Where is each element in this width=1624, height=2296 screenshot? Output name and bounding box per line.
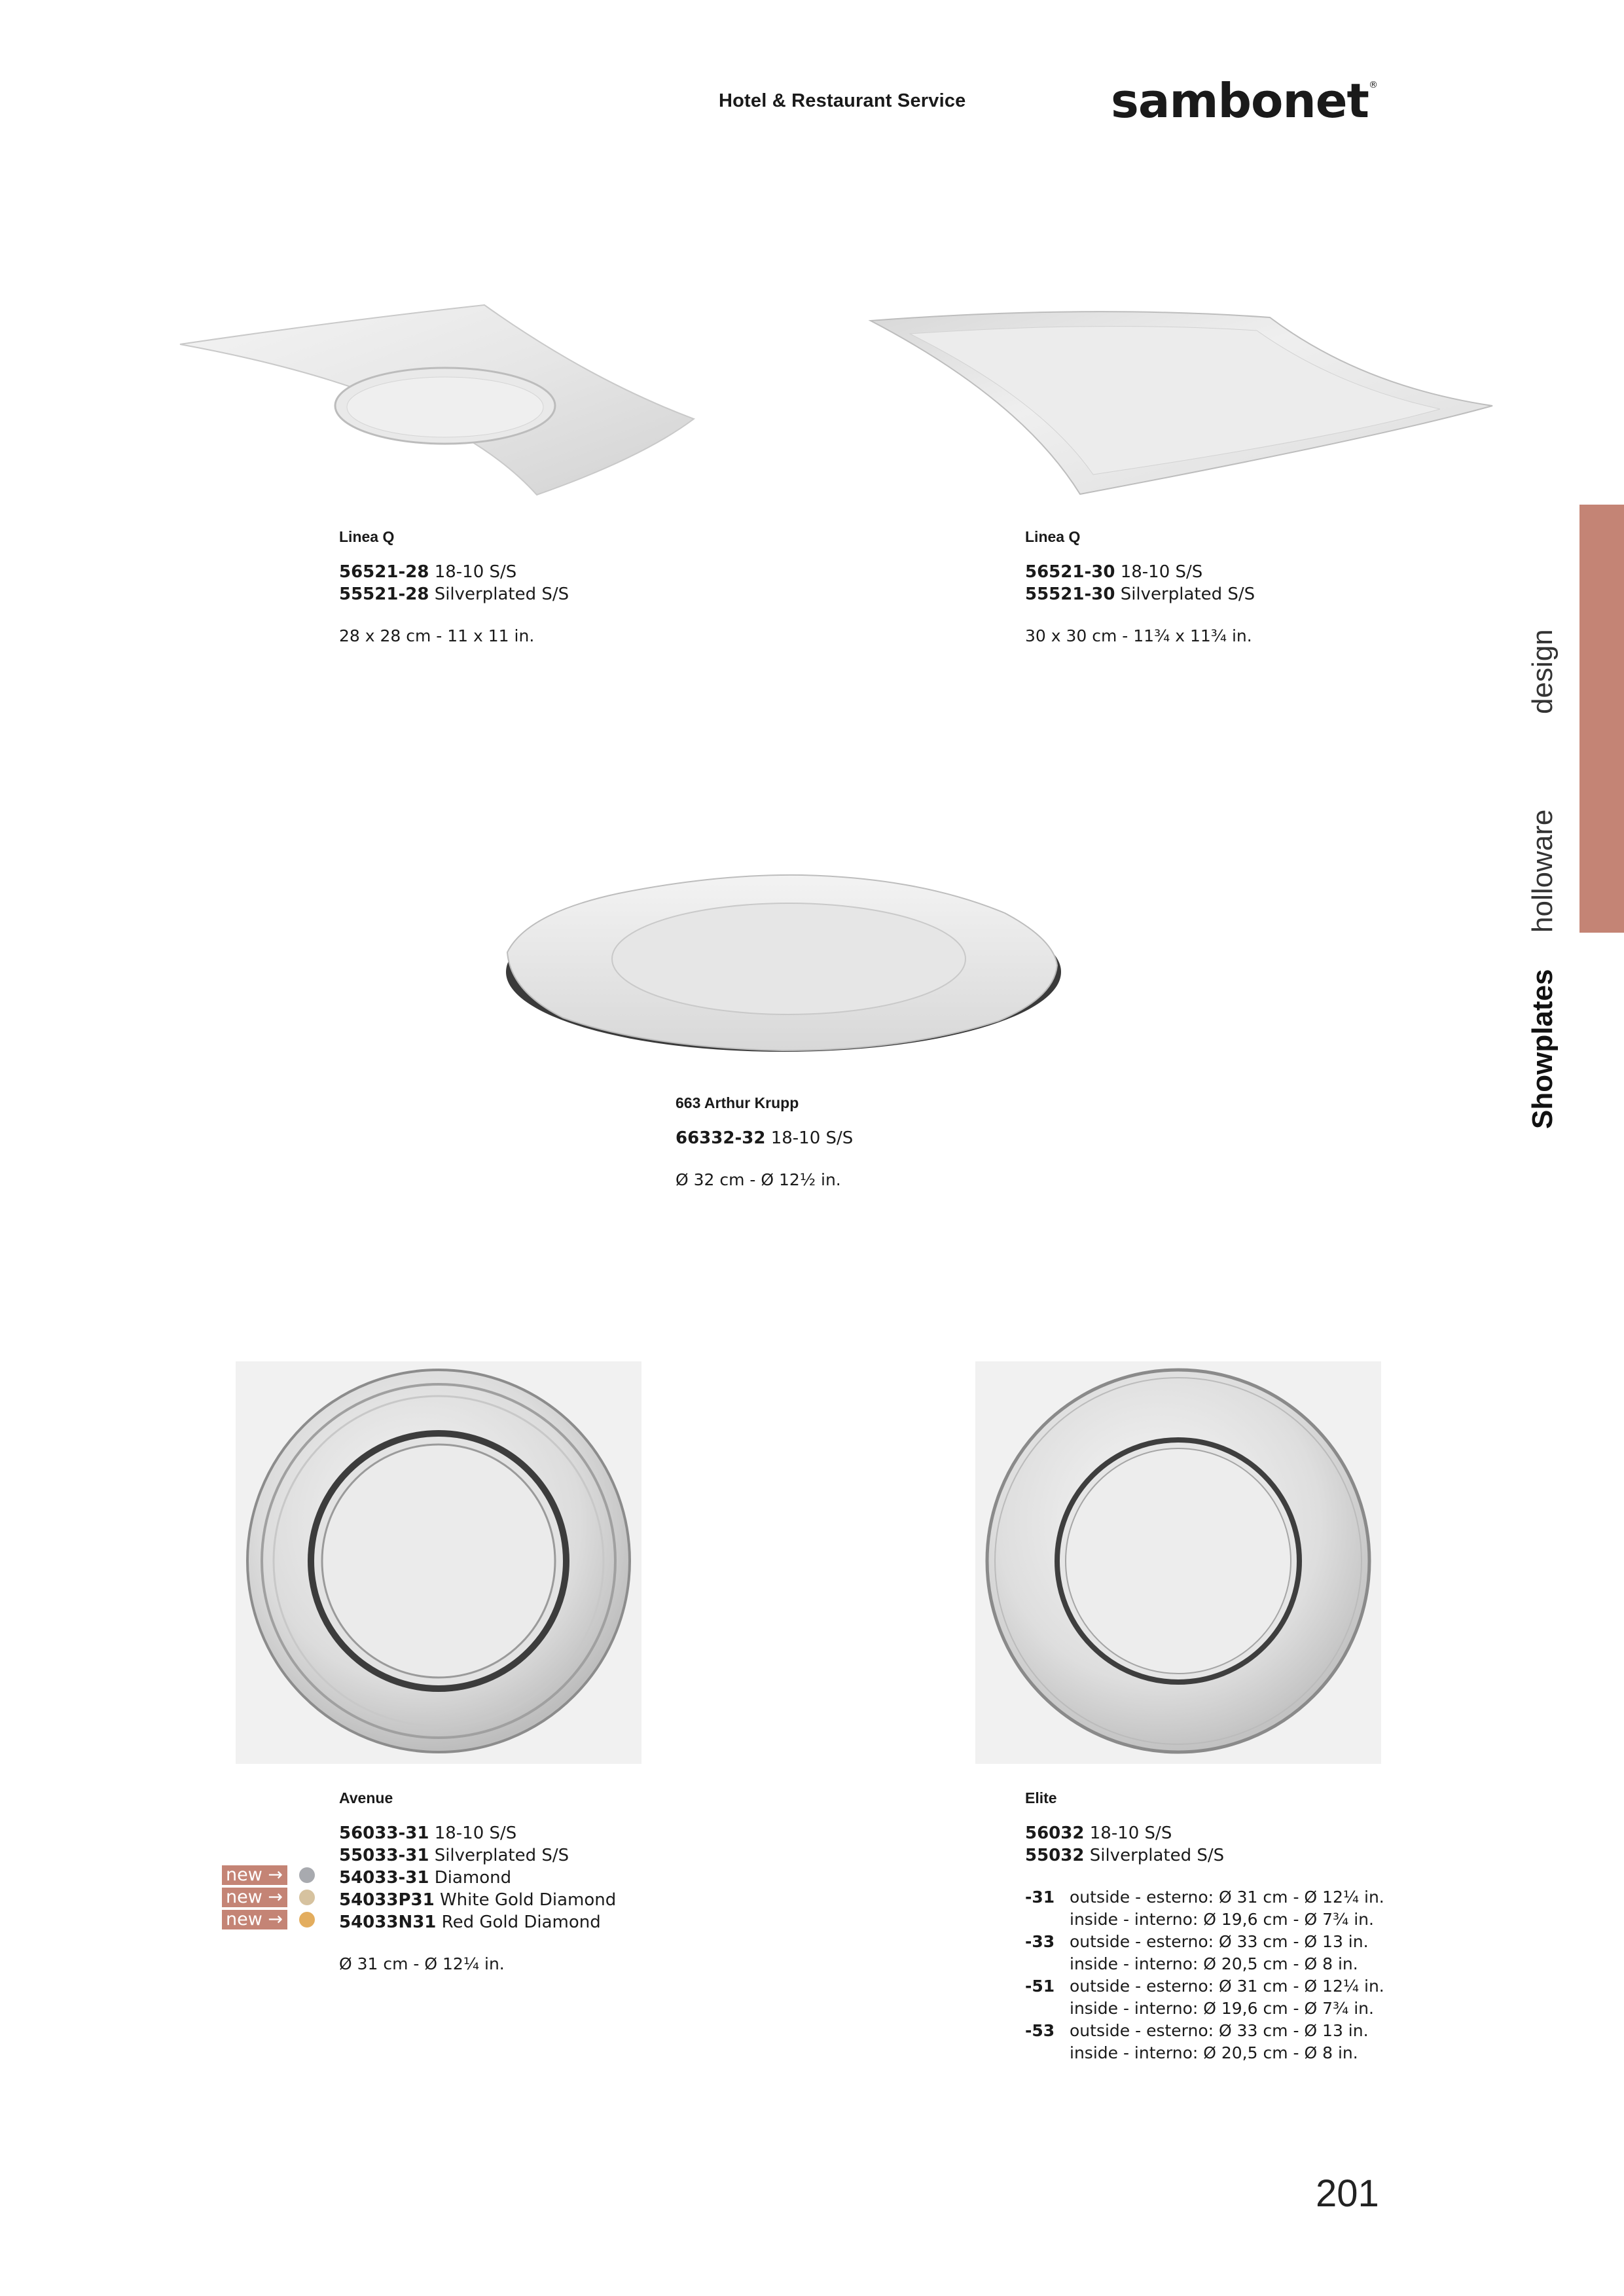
new-indicator-red-gold [222, 1910, 315, 1929]
elite-image [975, 1361, 1381, 1764]
code-line [339, 1889, 616, 1911]
side-tab-highlight [1579, 505, 1624, 933]
product-title: Elite [1025, 1789, 1057, 1806]
size-outside: outside - esterno: Ø 33 cm - Ø 13 in. [1070, 2021, 1369, 2040]
product-material: White Gold Diamond [439, 1890, 617, 1910]
code-line [339, 561, 569, 583]
code-line [339, 583, 569, 605]
product-code: 54033N31 [339, 1912, 437, 1932]
linea-q-28-info [339, 526, 569, 647]
size-row [1025, 1886, 1384, 1909]
brand-logo [1111, 73, 1377, 128]
product-code: 56033-31 [339, 1823, 429, 1843]
size-inside: inside - interno: Ø 19,6 cm - Ø 7³⁄₄ in. [1070, 1910, 1374, 1929]
size-inside: inside - interno: Ø 20,5 cm - Ø 8 in. [1070, 2043, 1358, 2062]
avenue-info [339, 1787, 616, 1975]
size-outside: outside - esterno: Ø 31 cm - Ø 12¹⁄₄ in. [1070, 1888, 1384, 1907]
header-service-label: Hotel & Restaurant Service [719, 90, 966, 111]
arthur-krupp-info [676, 1092, 853, 1191]
product-code: 56032 [1025, 1823, 1085, 1843]
product-material: Red Gold Diamond [441, 1912, 601, 1932]
product-title: 663 Arthur Krupp [676, 1094, 799, 1111]
code-line [339, 1844, 616, 1867]
side-tab-design[interactable]: design [1526, 629, 1559, 714]
product-material: 18-10 S/S [1120, 562, 1203, 582]
product-code: 55033-31 [339, 1846, 429, 1865]
product-title: Linea Q [1025, 528, 1081, 545]
product-material: 18-10 S/S [434, 1823, 517, 1843]
size-suffix: -51 [1025, 1977, 1055, 1996]
product-dimensions: 28 x 28 cm - 11 x 11 in. [339, 626, 535, 645]
side-tab-holloware[interactable]: holloware [1526, 809, 1559, 933]
new-indicator-white-gold [222, 1888, 315, 1907]
product-title: Linea Q [339, 528, 395, 545]
product-code: 66332-32 [676, 1128, 766, 1148]
elite-sizes-table [1025, 1886, 1384, 2064]
brand-name: sambonet [1111, 73, 1369, 128]
finish-color-dot [299, 1890, 315, 1905]
product-dimensions: 30 x 30 cm - 11³⁄₄ x 11³⁄₄ in. [1025, 626, 1252, 645]
size-row [1025, 2020, 1384, 2042]
size-suffix: -31 [1025, 1888, 1055, 1907]
code-line [1025, 1844, 1384, 1867]
side-tab-showplates[interactable]: Showplates [1526, 969, 1559, 1129]
size-row [1025, 1998, 1384, 2020]
size-outside: outside - esterno: Ø 33 cm - Ø 13 in. [1070, 1932, 1369, 1951]
avenue-image [236, 1361, 641, 1764]
product-material: Diamond [434, 1868, 512, 1888]
product-code: 56521-30 [1025, 562, 1115, 582]
finish-color-dot [299, 1867, 315, 1883]
size-row [1025, 2042, 1384, 2064]
size-inside: inside - interno: Ø 19,6 cm - Ø 7³⁄₄ in. [1070, 1999, 1374, 2018]
product-dimensions: Ø 31 cm - Ø 12¹⁄₄ in. [339, 1954, 505, 1973]
elite-info [1025, 1787, 1384, 2064]
product-code: 55521-30 [1025, 584, 1115, 604]
size-inside: inside - interno: Ø 20,5 cm - Ø 8 in. [1070, 1954, 1358, 1973]
linea-q-28-image [170, 295, 707, 504]
size-suffix: -53 [1025, 2021, 1055, 2040]
arthur-krupp-image [501, 867, 1064, 1057]
size-row [1025, 1931, 1384, 1953]
product-material: Silverplated S/S [434, 1846, 569, 1865]
product-title: Avenue [339, 1789, 393, 1806]
finish-color-dot [299, 1912, 315, 1928]
product-code: 54033-31 [339, 1868, 429, 1888]
code-line [339, 1822, 616, 1844]
product-material: Silverplated S/S [434, 584, 569, 604]
code-line [339, 1911, 616, 1933]
new-badge: new → [222, 1888, 287, 1907]
linea-q-30-info [1025, 526, 1255, 647]
code-line [339, 1867, 616, 1889]
code-line [1025, 583, 1255, 605]
new-indicator-diamond [222, 1865, 315, 1885]
product-code: 55032 [1025, 1846, 1085, 1865]
size-row [1025, 1953, 1384, 1975]
brand-registered-mark: ® [1368, 80, 1377, 90]
new-badge: new → [222, 1865, 287, 1885]
size-outside: outside - esterno: Ø 31 cm - Ø 12¹⁄₄ in. [1070, 1977, 1384, 1996]
size-row [1025, 1909, 1384, 1931]
code-line [676, 1127, 853, 1149]
product-material: Silverplated S/S [1089, 1846, 1225, 1865]
product-dimensions: Ø 32 cm - Ø 12¹⁄₂ in. [676, 1170, 841, 1189]
page-number: 201 [1316, 2172, 1379, 2215]
product-material: 18-10 S/S [770, 1128, 854, 1148]
size-suffix: -33 [1025, 1932, 1055, 1951]
product-material: 18-10 S/S [1089, 1823, 1172, 1843]
size-row [1025, 1975, 1384, 1998]
product-material: 18-10 S/S [434, 562, 517, 582]
code-line [1025, 1822, 1384, 1844]
product-code: 54033P31 [339, 1890, 435, 1910]
product-material: Silverplated S/S [1120, 584, 1255, 604]
linea-q-30-image [864, 308, 1499, 497]
product-code: 55521-28 [339, 584, 429, 604]
new-badge: new → [222, 1910, 287, 1929]
code-line [1025, 561, 1255, 583]
product-code: 56521-28 [339, 562, 429, 582]
